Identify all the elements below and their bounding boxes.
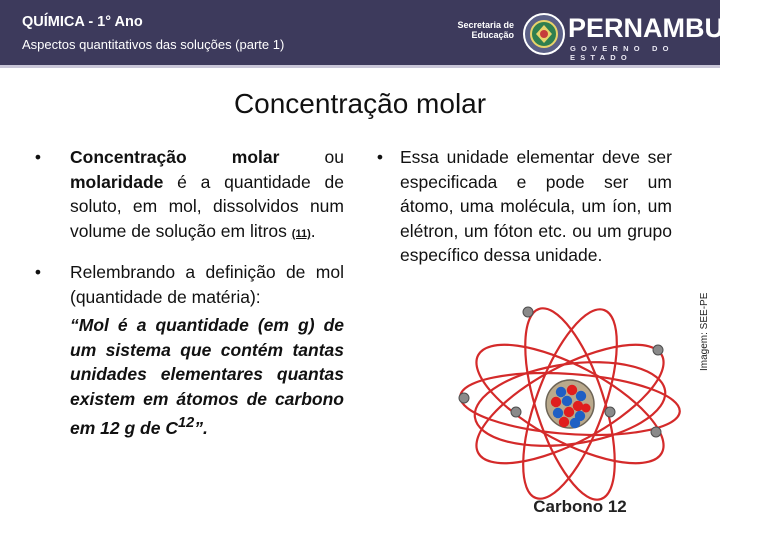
header-band <box>0 0 765 68</box>
secretaria-line-2: Educação <box>471 30 514 40</box>
pernambuco-wordmark: PERNAMBUCO <box>568 13 765 43</box>
course-title: QUÍMICA - 1° Ano <box>22 14 143 30</box>
carbon-atom-illustration <box>448 298 680 504</box>
left-column <box>28 145 344 440</box>
term-concentracao-molar: Concentração molar <box>70 147 280 167</box>
image-credit: Imagem: SEE-PE <box>699 292 710 372</box>
governo-do-estado-tagline: GOVERNO DO ESTADO <box>570 44 674 62</box>
quote-end: ”. <box>194 417 208 438</box>
bullet-dot: • <box>376 147 384 167</box>
bullet-elementary-unit <box>370 145 672 268</box>
bullet-mol-definition <box>28 260 344 440</box>
bullet-dot: • <box>34 262 42 282</box>
mol-intro-text: Relembrando a definição de mol (quantidade de matéria): <box>70 262 344 307</box>
right-column <box>370 145 672 268</box>
lesson-subtitle: Aspectos quantitativos das soluções (parte 1) <box>22 37 285 52</box>
quote-superscript: 12 <box>177 415 195 431</box>
term-molaridade: molaridade <box>70 171 164 192</box>
reference-link[interactable]: (11) <box>291 227 311 240</box>
mol-quote <box>70 313 344 440</box>
text-fragment: ou <box>279 147 345 167</box>
elementary-unit-text: Essa unidade elementar deve ser especificada e pode ser um átomo, uma molécula, um íon, um elétron, um fóton etc. ou um grupo específico dessa unidade. <box>400 147 672 265</box>
atom-caption: Carbono 12 <box>533 497 627 516</box>
slide-title: Concentração molar <box>233 88 487 119</box>
text-fragment: . <box>310 220 316 241</box>
definition-text: é a quantidade de soluto, em mol, dissolvidos num volume de solução em litros <box>70 171 344 241</box>
bullet-dot: • <box>34 147 42 167</box>
quote-text: “Mol é a quantidade (em g) de um sistema que contém tantas unidades elementares quantas existem em átomos de carbono em 12 g de C <box>70 315 344 438</box>
bullet-definition <box>28 145 344 246</box>
secretaria-line-1: Secretaria de <box>457 20 514 30</box>
secretaria-logo <box>456 20 514 40</box>
nucleus <box>546 380 594 428</box>
state-seal-icon <box>522 12 566 56</box>
